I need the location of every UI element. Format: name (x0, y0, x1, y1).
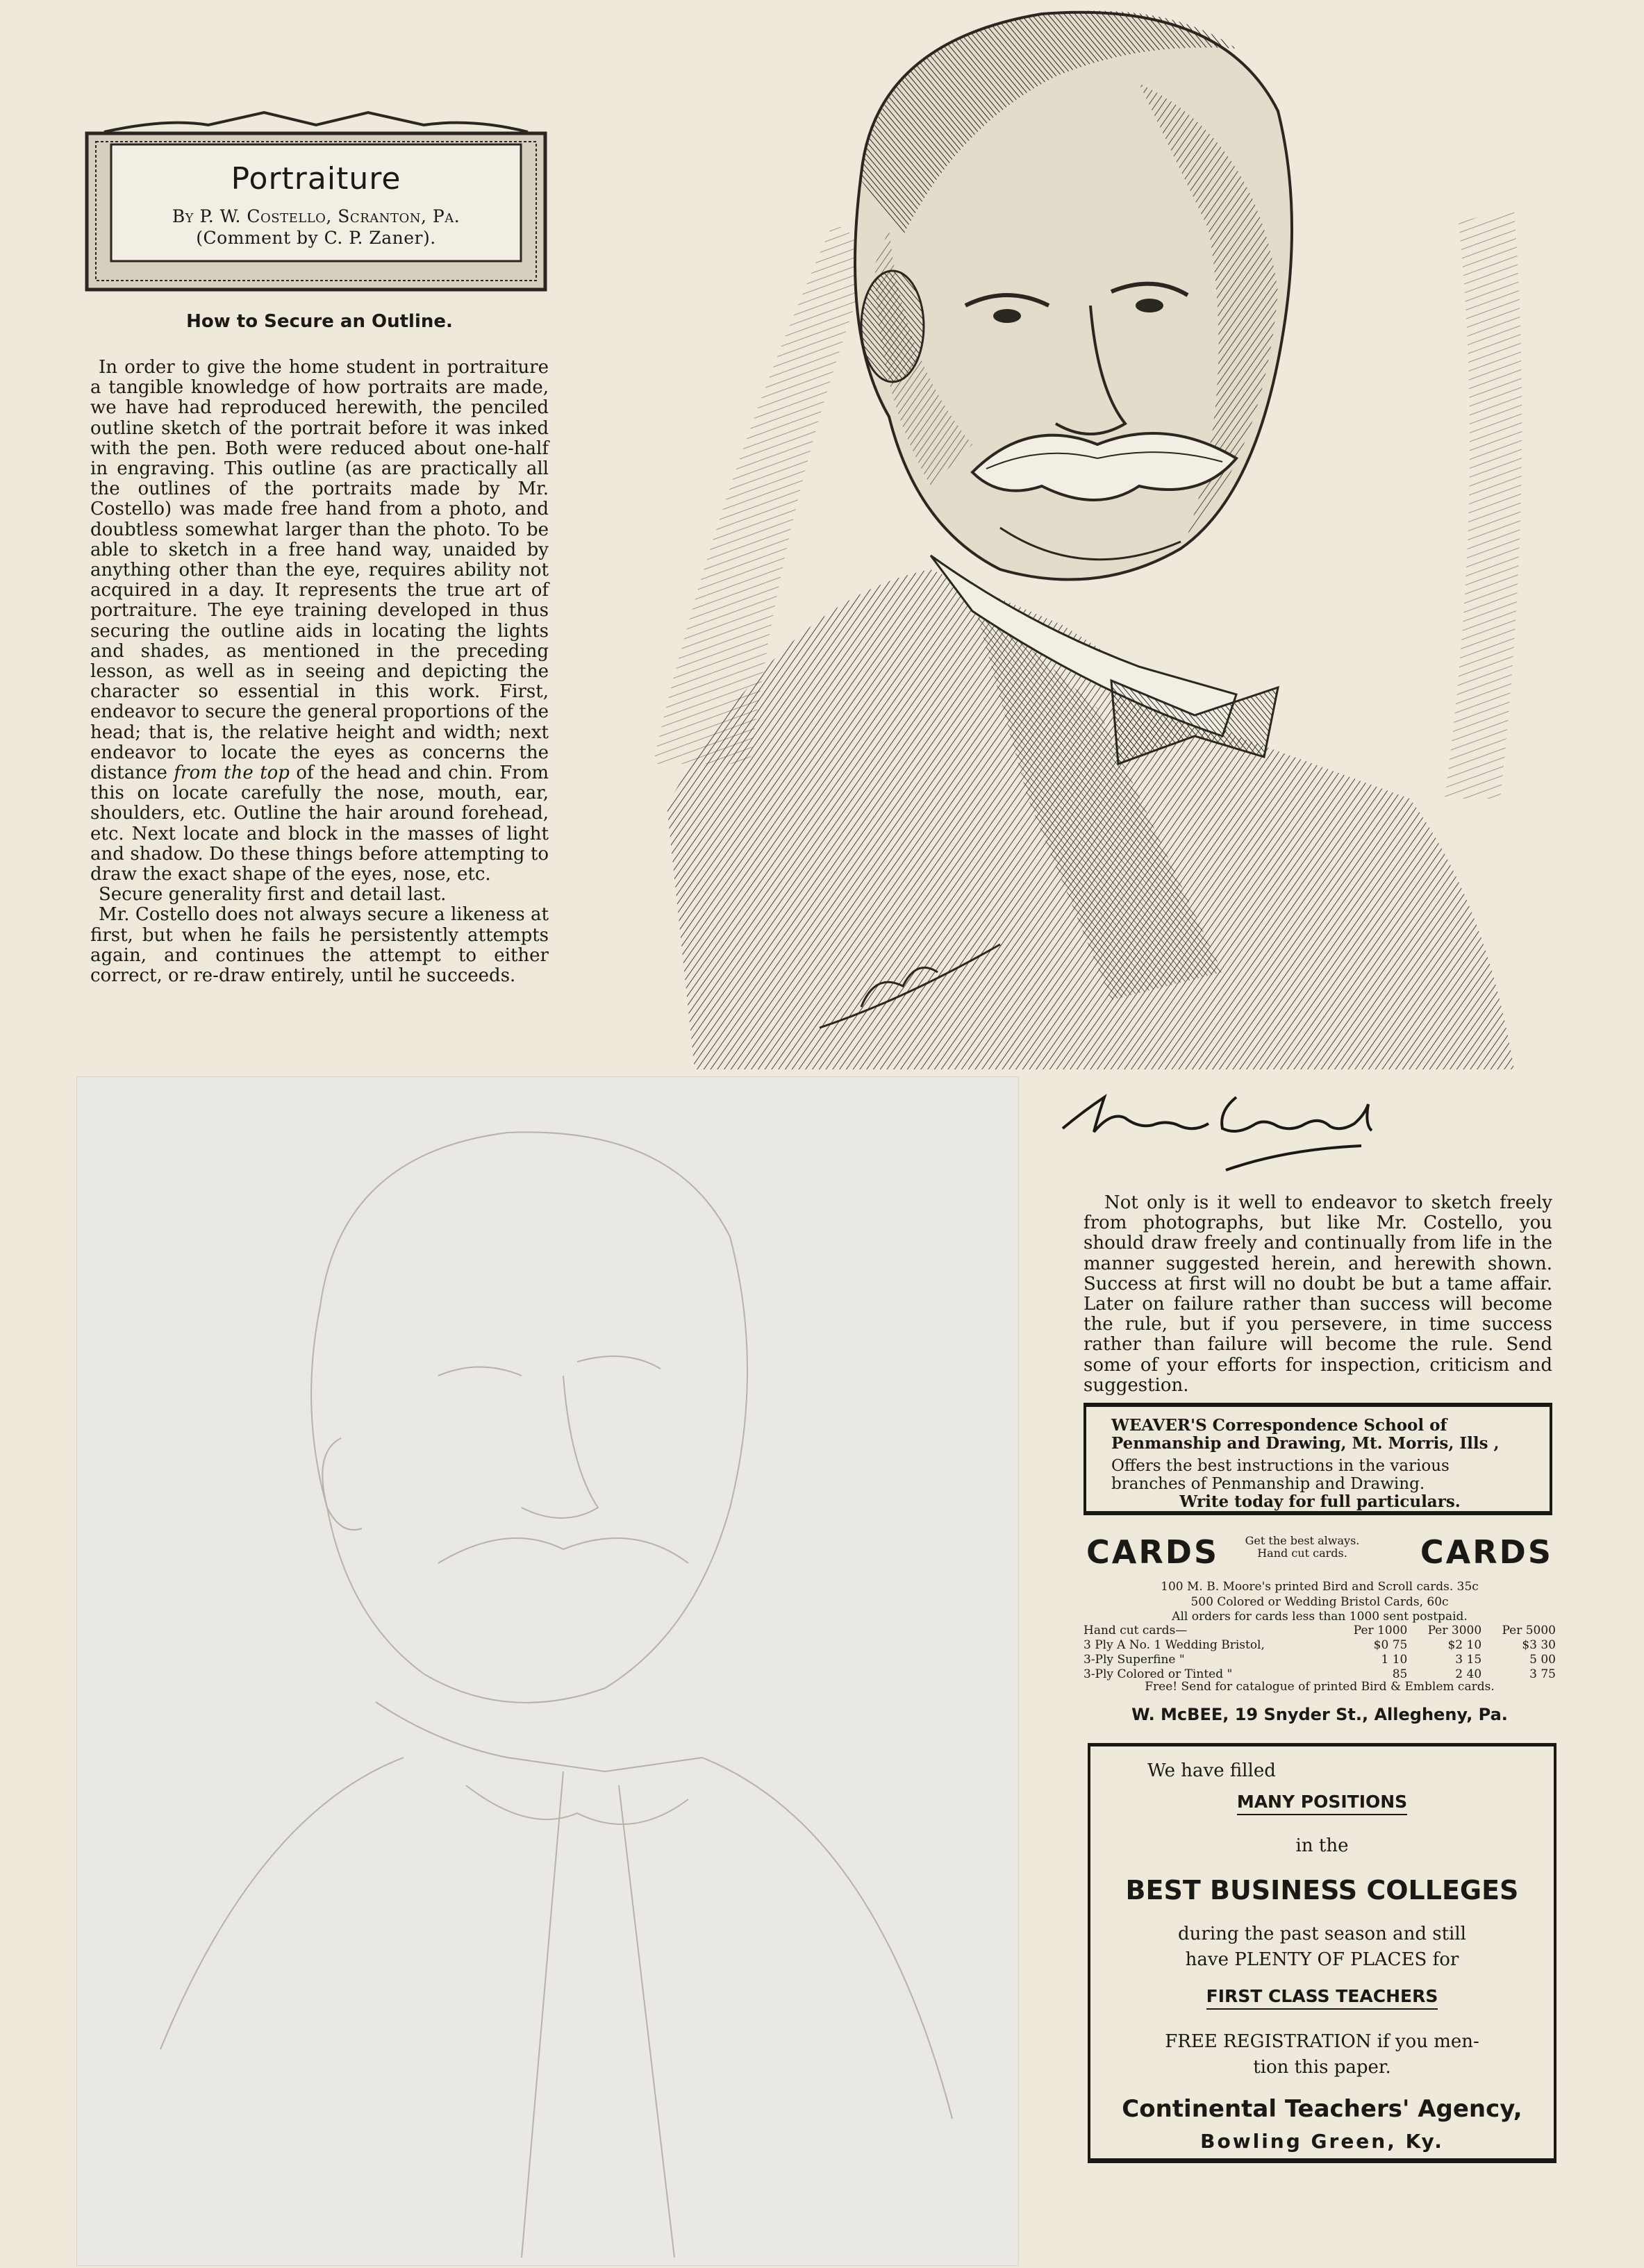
cards-price-table (1083, 1624, 1556, 1682)
table-cell: 2 40 (1455, 1667, 1482, 1681)
article-byline: By P. W. Costello, Scranton, Pa. (172, 206, 460, 226)
sketch-lines (77, 1077, 1018, 2265)
weaver-ad-body: Offers the best instructions in the various branches of Penmanship and Drawing. (1111, 1457, 1450, 1493)
agency-line: We have filled (1147, 1760, 1276, 1781)
follow-up-paragraph: Not only is it well to endeavor to sketch freely from photographs, but like Mr. Costello, you should draw freely and continually from life in the manner suggested herein, and herewith shown. Success at first will no doubt be but a tame affair. Later on failure rather than success will become the rule, but if you persevere, in time success rather than failure will become the rule. Send some of your efforts for inspection, criticism and suggestion. (1083, 1192, 1552, 1396)
table-cell: $2 10 (1447, 1638, 1482, 1652)
table-row (1083, 1653, 1556, 1667)
article-comment-credit: (Comment by C. P. Zaner). (196, 228, 436, 248)
cards-offer-line: 100 M. B. Moore's printed Bird and Scroll cards. 35c (1161, 1580, 1479, 1594)
agency-line: in the (1295, 1835, 1349, 1856)
agency-teachers-text: FIRST CLASS TEACHERS (1206, 1986, 1438, 2010)
article-paragraph: Secure generality first and detail last. (99, 884, 447, 906)
pencil-outline-sketch (76, 1076, 1019, 2266)
table-cell: Per 3000 (1427, 1624, 1482, 1637)
signature-image (1056, 1069, 1403, 1181)
pen-portrait-engraving (611, 0, 1584, 1069)
table-cell: 3 75 (1529, 1667, 1556, 1681)
table-cell: 3 Ply A No. 1 Wedding Bristol, (1083, 1638, 1265, 1652)
table-cell: $0 75 (1373, 1638, 1408, 1652)
article-title: Portraiture (231, 161, 401, 197)
cards-address: W. McBEE, 19 Snyder St., Allegheny, Pa. (1131, 1705, 1508, 1724)
article-paragraph: Mr. Costello does not always secure a likeness at first, but when he fails he persistently attempts again, and continues the attempt to either correct, or re-draw entirely, until he succeeds. (90, 904, 549, 987)
table-row (1083, 1638, 1556, 1653)
table-cell: 3-Ply Colored or Tinted " (1083, 1667, 1233, 1681)
agency-line: FREE REGISTRATION if you men- (1165, 2031, 1479, 2052)
weaver-ad-heading: WEAVER'S Correspondence School of Penmanship and Drawing, Mt. Morris, Ills , (1111, 1416, 1500, 1453)
weaver-ad-call-to-action: Write today for full particulars. (1179, 1492, 1461, 1511)
table-cell: $3 30 (1522, 1638, 1556, 1652)
cards-ad (1083, 1528, 1556, 1736)
paragraph-text-tail: of the head and chin. From this on locate carefully the nose, mouth, ear, shoulders, etc. Outline the hair around forehead, etc. Next locate and block in the masses of light and shadow. Do these things before attempting to draw the exact shape of the eyes, nose, etc. (90, 762, 549, 885)
agency-location: Bowling Green, Ky. (1200, 2130, 1444, 2153)
table-cell: Per 5000 (1502, 1624, 1556, 1637)
table-cell: 1 10 (1381, 1653, 1408, 1667)
agency-line: tion this paper. (1253, 2057, 1391, 2078)
cards-tagline: Get the best always. Hand cut cards. (1245, 1534, 1360, 1560)
table-row (1083, 1624, 1556, 1638)
follow-up-text (1083, 1193, 1552, 1396)
section-heading: How to Secure an Outline. (186, 311, 453, 332)
agency-line-positions (1090, 1792, 1554, 1815)
agency-line: during the past season and still (1178, 1924, 1466, 1944)
agency-positions-text: MANY POSITIONS (1237, 1792, 1407, 1815)
table-cell: 5 00 (1529, 1653, 1556, 1667)
cards-free-catalogue: Free! Send for catalogue of printed Bird & Emblem cards. (1145, 1680, 1495, 1694)
title-panel (115, 147, 517, 258)
table-cell: Hand cut cards— (1083, 1624, 1188, 1637)
italic-phrase: from the top (174, 762, 290, 784)
cards-offer-line: 500 Colored or Wedding Bristol Cards, 60c (1190, 1594, 1449, 1609)
agency-colleges-heading: BEST BUSINESS COLLEGES (1125, 1875, 1519, 1906)
cards-offer-line: All orders for cards less than 1000 sent postpaid. (1172, 1610, 1468, 1624)
paragraph-text: In order to give the home student in portraiture a tangible knowledge of how portraits are made, we have had reproduced herewith, the penciled outline sketch of the portrait before it was inked with the pen. Both were reduced about one-half in engraving. This outline (as are practically all the outlines of the portraits made by Mr. Costello) was made free hand from a photo, and doubtless somewhat larger than the photo. To be able to sketch in a free hand way, unaided by anything other than the eye, requires ability not acquired in a day. It represents the true art of portraiture. The eye training developed in thus securing the outline aids in locating the lights and shades, as mentioned in the preceding lesson, as well as in seeing and depicting the character so essential in this work. First, endeavor to secure the general proportions of the head; that is, the relative height and width; next endeavor to locate the eyes as concerns the distance (90, 357, 549, 784)
cards-offer-lines (1083, 1580, 1556, 1625)
title-box (83, 104, 549, 292)
table-cell: 85 (1392, 1667, 1408, 1681)
agency-name: Continental Teachers' Agency, (1122, 2095, 1522, 2123)
table-cell: 3-Ply Superfine " (1083, 1653, 1185, 1667)
article-body (90, 358, 549, 986)
table-cell: 3 15 (1455, 1653, 1482, 1667)
table-cell: Per 1000 (1353, 1624, 1408, 1637)
agency-line-teachers (1090, 1986, 1554, 2010)
article-paragraph (90, 358, 549, 885)
teachers-agency-ad (1088, 1743, 1556, 2163)
cards-heading-left: CARDS (1086, 1533, 1220, 1571)
cards-heading-right: CARDS (1420, 1533, 1553, 1571)
agency-line: have PLENTY OF PLACES for (1185, 1949, 1459, 1970)
weaver-school-ad (1083, 1403, 1552, 1515)
